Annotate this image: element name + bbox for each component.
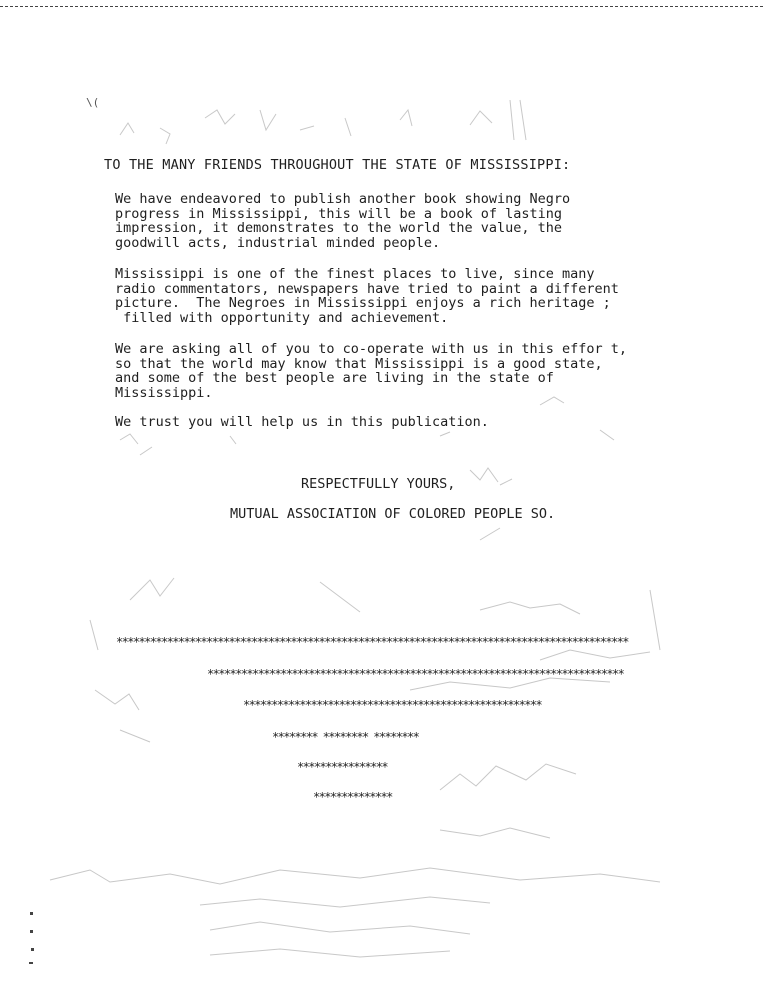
closing: RESPECTFULLY YOURS,	[301, 476, 456, 492]
paragraph-3: We are asking all of you to co-operate with us in this effor t, so that the world may know that Mississippi is a good state, and some of the best people are living in the state of Mississippi.	[115, 341, 628, 401]
signature: MUTUAL ASSOCIATION OF COLORED PEOPLE SO.	[230, 506, 556, 522]
star-row: ******** ******** ********	[272, 730, 419, 744]
salutation: TO THE MANY FRIENDS THROUGHOUT THE STATE OF MISSISSIPPI:	[104, 157, 571, 173]
paragraph-2: Mississippi is one of the finest places to live, since many radio commentators, newspapers have tried to paint a different picture. The Negroes in Mississippi enjoys a rich heritage ; filled with opportunity and achievement.	[115, 266, 619, 326]
margin-mark: \(	[86, 96, 100, 109]
star-row: **************	[313, 790, 392, 804]
star-row: ****************	[297, 760, 387, 774]
star-row: *****************************************************	[243, 698, 542, 712]
paragraph-4: We trust you will help us in this publication.	[115, 414, 489, 430]
star-row: **************************************************************************	[207, 667, 624, 681]
star-row: *******************************************************************************************	[116, 635, 628, 649]
paragraph-1: We have endeavored to publish another book showing Negro progress in Mississippi, this will be a book of lasting impression, it demonstrates to the world the value, the goodwill acts, industrial minded people.	[115, 191, 571, 251]
